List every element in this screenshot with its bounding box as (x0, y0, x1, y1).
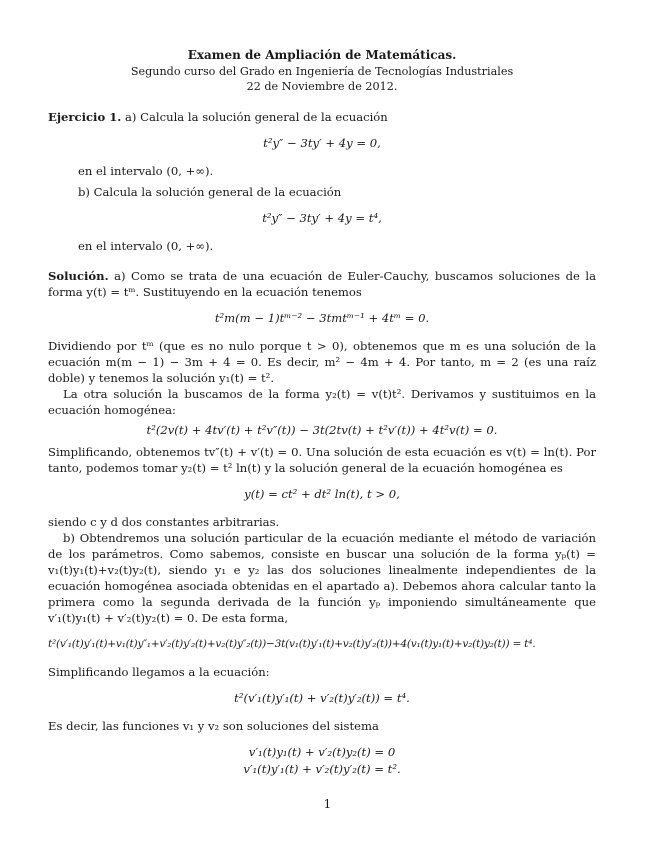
equation-substitution: t²(2v(t) + 4tv′(t) + t²v″(t)) − 3t(2tv(t) + t²v′(t)) + 4t²v(t) = 0. (146, 422, 498, 437)
equation-simplified: t²(v′₁(t)y′₁(t) + v′₂(t)y′₂(t)) = t⁴. (234, 690, 410, 705)
solution-paragraph-7: Simplificando llegamos a la ecuación: (48, 664, 270, 679)
solution-paragraph-5: siendo c y d dos constantes arbitrarias. (48, 514, 280, 529)
exercise-label: Ejercicio 1. (48, 109, 122, 124)
exercise-part-a (48, 109, 596, 125)
solution-paragraph-2: Dividiendo por tᵐ (que es no nulo porque t > 0), obtenemos que m es una solución de la ecuación m(m − 1) − 3m + 4 = 0. Es decir, m² − 4m + 4. Por tanto, m = 2 (es una raíz doble) y tenemos la solución y₁(t) = t². (48, 338, 596, 385)
interval-b: en el intervalo (0, +∞). (78, 238, 214, 253)
document-header (48, 48, 596, 95)
equation-euler-cauchy: t²m(m − 1)tᵐ⁻² − 3tmtᵐ⁻¹ + 4tᵐ = 0. (214, 310, 430, 325)
system-line-2: v′₁(t)y′₁(t) + v′₂(t)y′₂(t) = t². (243, 761, 401, 776)
equation-variation-parameters: t²(v′₁(t)y′₁(t)+v₁(t)y″₁+v′₂(t)y′₂(t)+v₂(t)y″₂(t))−3t(v₁(t)y′₁(t)+v₂(t)y′₂(t))+4(v₁(t)y₁(t)+v₂(t)y₂(t)) = t⁴. (48, 637, 536, 650)
equation-a: t²y″ − 3ty′ + 4y = 0, (263, 135, 381, 150)
solution-paragraph-8: Es decir, las funciones v₁ y v₂ son soluciones del sistema (48, 718, 379, 733)
equation-system (48, 744, 596, 778)
solution-paragraph-3: La otra solución la buscamos de la forma y₂(t) = v(t)t². Derivamos y sustituimos en la ecuación homogénea: (48, 386, 596, 417)
solution-paragraph-1-text: a) Como se trata de una ecuación de Euler-Cauchy, buscamos soluciones de la forma y(t) = tᵐ. Sustituyendo en la ecuación tenemos (48, 268, 596, 299)
course-subtitle: Segundo curso del Grado en Ingeniería de Tecnologías Industriales (130, 64, 514, 78)
page-number: 1 (323, 797, 332, 811)
solution-paragraph-6: b) Obtendremos una solución particular de la ecuación mediante el método de variación de los parámetros. Como sabemos, consiste en buscar una solución de la forma yₚ(t) = v₁(t)y₁(t)+v₂(t)y₂(t), siendo y₁ e y₂ las dos soluciones linealmente independientes de la ecuación homogénea asociada obtenidas en el apartado a). Debemos ahora calcular tanto la primera como la segunda derivada de la función yₚ imponiendo simultáneamente que v′₁(t)y₁(t) + v′₂(t)y₂(t) = 0. De esta forma, (48, 530, 596, 625)
equation-general-solution: y(t) = ct² + dt² ln(t), t > 0, (244, 486, 400, 501)
exam-title: Examen de Ampliación de Matemáticas. (187, 48, 457, 62)
equation-b: t²y″ − 3ty′ + 4y = t⁴, (262, 210, 382, 225)
solution-paragraph-1 (48, 268, 596, 300)
solution-paragraph-4: Simplificando, obtenemos tv″(t) + v′(t) = 0. Una solución de esta ecuación es v(t) = ln(t). Por tanto, podemos tomar y₂(t) = t² ln(t) y la solución general de la ecuación homogénea es (48, 444, 596, 475)
document-page (48, 48, 596, 778)
solution-label: Solución. (48, 268, 109, 283)
interval-a: en el intervalo (0, +∞). (78, 163, 214, 178)
exam-date: 22 de Noviembre de 2012. (246, 80, 398, 93)
system-line-1: v′₁(t)y₁(t) + v′₂(t)y₂(t) = 0 (248, 744, 396, 759)
exercise-part-b: b) Calcula la solución general de la ecuación (78, 184, 342, 199)
exercise-part-a-text: a) Calcula la solución general de la ecuación (125, 109, 388, 124)
